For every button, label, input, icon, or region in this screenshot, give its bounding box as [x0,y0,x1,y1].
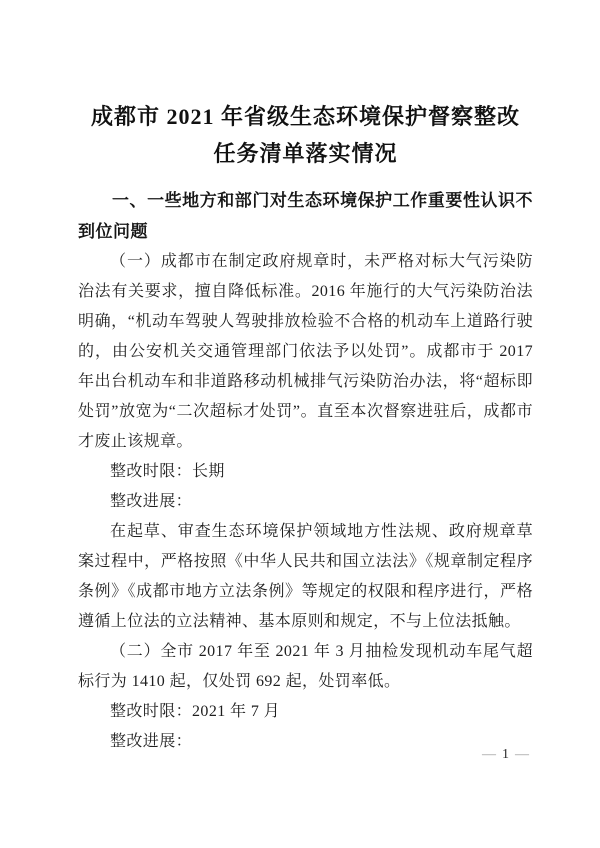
page-number [482,746,530,764]
page-number-left-dash: — [482,747,497,762]
item-1-progress-label-line [78,487,533,517]
item-2-deadline-line [78,697,533,727]
page-number-value: 1 [502,747,510,762]
item-2-progress-label: 整改进展： [110,733,193,750]
section-heading: 一、一些地方和部门对生态环境保护工作重要性认识不到位问题 [78,191,533,241]
item-2-deadline-label: 整改时限： [110,703,193,720]
item-1-progress-label: 整改进展： [110,493,193,510]
item-1-body: （一）成都市在制定政府规章时，未严格对标大气污染防治法有关要求，擅自降低标准。2016 年施行的大气污染防治法明确，“机动车驾驶人驾驶排放检验不合格的机动车上道路行驶的，由公安机关交通管理部门依法予以处罚”。成都市于 2017 年出台机动车和非道路移动机械排气污染防治办法，将“超标即处罚”放宽为“二次超标才处罚”。直至本次督察进驻后，成都市才废止该规章。 [78,253,533,450]
item-1-deadline-line [78,457,533,487]
document-content [78,98,533,757]
item-1-deadline-value: 长期 [192,463,225,480]
document-title [78,98,533,172]
item-2-progress-label-line [78,727,533,757]
item-2-deadline-value: 2021 年 7 月 [192,703,281,720]
item-1-deadline-label: 整改时限： [110,463,193,480]
page-number-right-dash: — [515,747,530,762]
document-title-line-2: 任务清单落实情况 [213,141,398,166]
item-1-progress-body: 在起草、审查生态环境保护领域地方性法规、政府规章草案过程中，严格按照《中华人民共和国立法法》《规章制定程序条例》《成都市地方立法条例》等规定的权限和程序进行，严格遵循上位法的立法精神、基本原则和规定，不与上位法抵触。 [78,523,533,630]
item-2-body: （二）全市 2017 年至 2021 年 3 月抽检发现机动车尾气超标行为 1410 起，仅处罚 692 起，处罚率低。 [78,643,533,690]
document-title-line-1: 成都市 2021 年省级生态环境保护督察整改 [90,104,520,129]
